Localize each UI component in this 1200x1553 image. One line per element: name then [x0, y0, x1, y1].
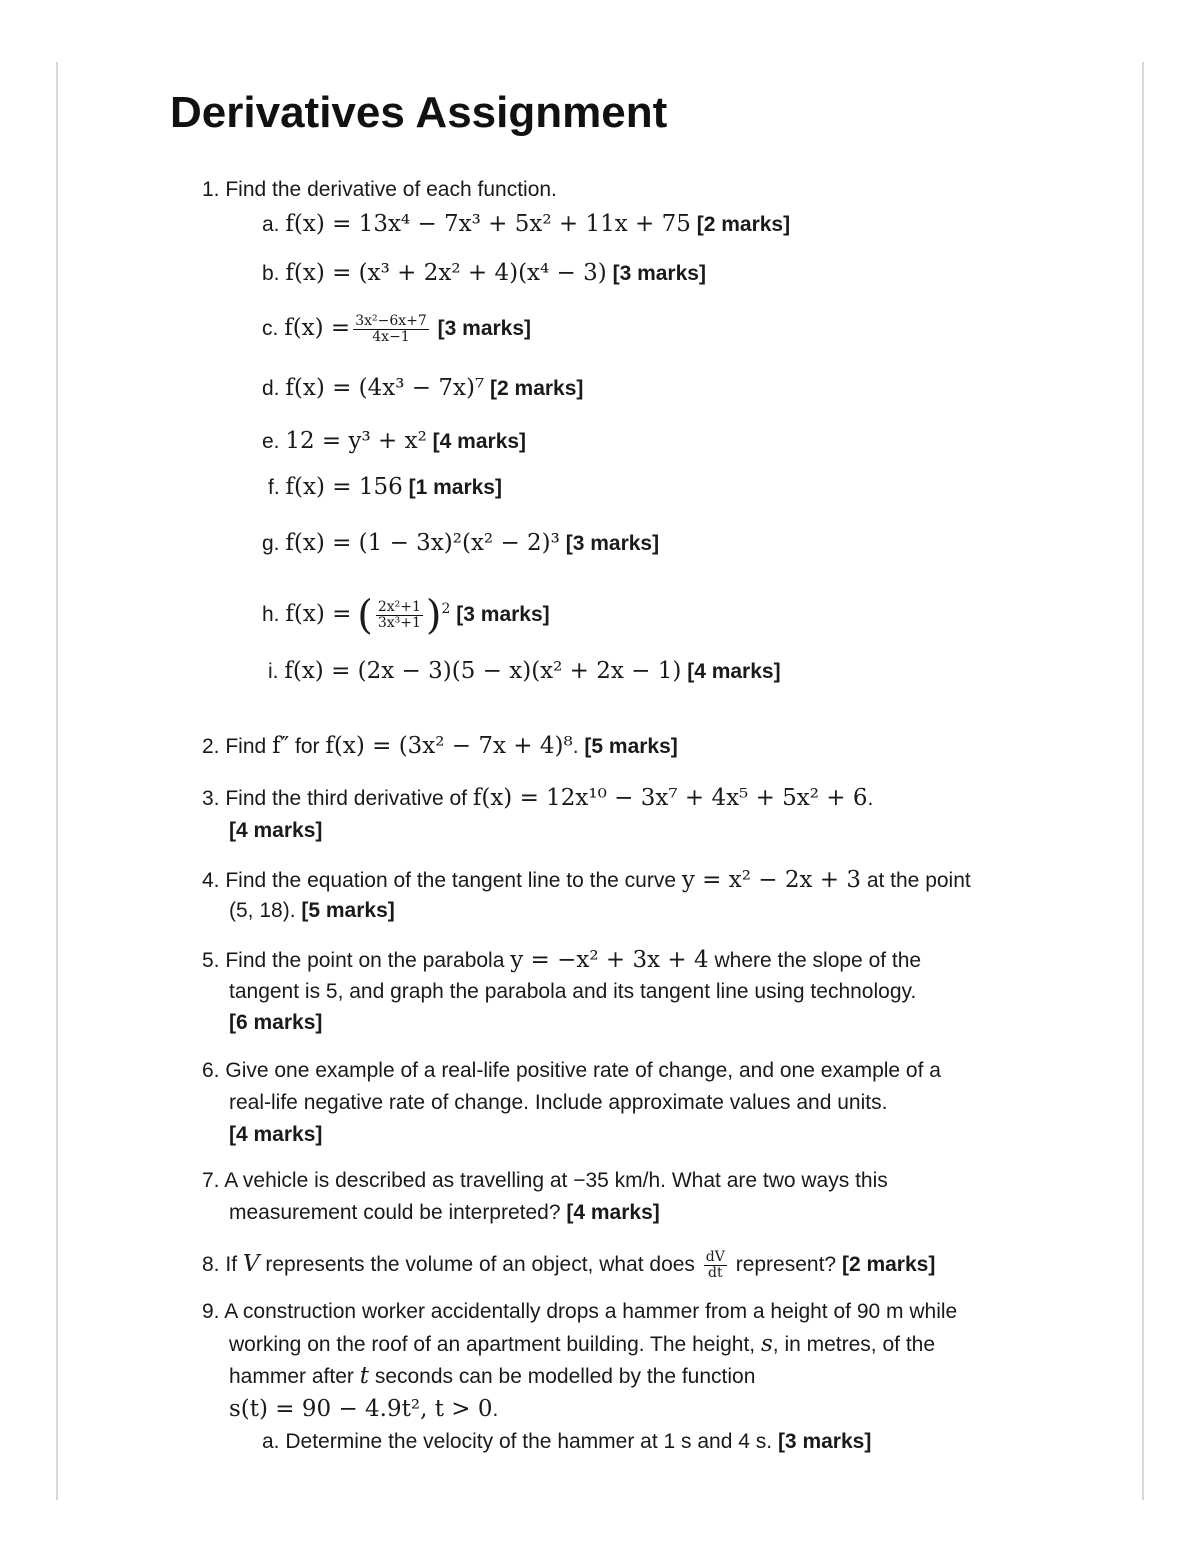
question-8: 8. If V represents the volume of an object, what does $\frac{dV}{dt}$ represent? [2 marks] [202, 1249, 936, 1281]
math-expression: s(t) = 90 − 4.9t², t > 0 [229, 1396, 493, 1422]
q1-item-a: a. f(x) = 13x⁴ − 7x³ + 5x² + 11x + 75 [2 marks] [262, 211, 791, 237]
marks: [3 marks] [456, 603, 550, 626]
math-expression: f(x) = 156 [285, 474, 403, 500]
marks: [5 marks] [301, 899, 395, 922]
question-9-part-a: a. Determine the velocity of the hammer at 1 s and 4 s. [3 marks] [262, 1430, 872, 1453]
math-expression: f(x) = (4x³ − 7x)⁷ [285, 375, 485, 401]
right-page-border [1142, 62, 1144, 1500]
question-7-cont: measurement could be interpreted? [4 marks] [229, 1201, 660, 1224]
marks: [4 marks] [687, 660, 781, 683]
question-9: 9. A construction worker accidentally drops a hammer from a height of 90 m while [202, 1300, 958, 1323]
left-page-border [56, 62, 58, 1500]
question-5-cont: tangent is 5, and graph the parabola and its tangent line using technology. [229, 980, 917, 1003]
marks: [4 marks] [229, 1123, 323, 1146]
marks: [3 marks] [612, 262, 706, 285]
q1-item-d: d. f(x) = (4x³ − 7x)⁷ [2 marks] [262, 375, 584, 401]
marks: [2 marks] [841, 1253, 936, 1277]
marks: [3 marks] [565, 532, 660, 555]
question-3: 3. Find the third derivative of f(x) = 12x¹⁰ − 3x⁷ + 4x⁵ + 5x² + 6. [202, 785, 874, 811]
q1-item-i: i. f(x) = (2x − 3)(5 − x)(x² + 2x − 1) [4 marks] [268, 658, 781, 684]
q1-item-h: h. f(x) = ( $\frac{\text{2x²+1}}{\text{3x³+1}}$ )$^2$ [3 marks] [262, 592, 550, 639]
question-7: 7. A vehicle is described as travelling at −35 km/h. What are two ways this [202, 1169, 888, 1192]
marks: [2 marks] [696, 213, 791, 236]
question-number: 1. [202, 178, 220, 201]
marks: [5 marks] [584, 735, 678, 758]
question-9-cont: hammer after t seconds can be modelled by the function [229, 1363, 756, 1389]
math-expression: y = x² − 2x + 3 [681, 867, 861, 893]
question-5: 5. Find the point on the parabola y = −x² + 3x + 4 where the slope of the [202, 947, 922, 973]
marks: [3 marks] [777, 1430, 872, 1453]
q1-item-c: c. f(x) = $\frac{\text{3x²−6x+7}}{4x-1}$ [3 marks] [262, 313, 532, 345]
marks: [1 marks] [408, 476, 502, 499]
q1-item-e: e. 12 = y³ + x² [4 marks] [262, 428, 527, 454]
marks: [4 marks] [432, 430, 527, 453]
question-text: Find the derivative of each function. [225, 178, 557, 201]
question-6-cont: real-life negative rate of change. Include approximate values and units. [229, 1091, 888, 1114]
math-expression: f(x) = (x³ + 2x² + 4)(x⁴ − 3) [285, 260, 607, 286]
math-expression: f(x) = (1 − 3x)²(x² − 2)³ [285, 530, 560, 556]
question-1 [202, 176, 557, 204]
math-expression: f(x) = (3x² − 7x + 4)⁸ [325, 733, 573, 759]
fraction: $\frac{\text{3x²−6x+7}}{4x-1}$ [355, 313, 427, 345]
marks: [6 marks] [229, 1011, 323, 1034]
question-4: 4. Find the equation of the tangent line to the curve y = x² − 2x + 3 at the point [202, 867, 971, 893]
question-6: 6. Give one example of a real-life positive rate of change, and one example of a [202, 1059, 941, 1082]
marks: [4 marks] [566, 1201, 660, 1224]
q1-item-g: g. f(x) = (1 − 3x)²(x² − 2)³ [3 marks] [262, 530, 660, 556]
q1-item-b: b. f(x) = (x³ + 2x² + 4)(x⁴ − 3) [3 marks] [262, 260, 706, 286]
math-expression: f(x) = (2x − 3)(5 − x)(x² + 2x − 1) [284, 658, 682, 684]
marks: [3 marks] [437, 317, 532, 341]
q1-item-f: f. f(x) = 156 [1 marks] [268, 474, 502, 500]
question-9-cont: working on the roof of an apartment building. The height, s, in metres, of the [229, 1331, 936, 1357]
math-expression: y = −x² + 3x + 4 [510, 947, 709, 973]
fraction: $\frac{dV}{dt}$ [705, 1249, 725, 1281]
question-2: 2. Find f″ for f(x) = (3x² − 7x + 4)⁸. [5 marks] [202, 733, 678, 759]
math-expression: f(x) = 13x⁴ − 7x³ + 5x² + 11x + 75 [285, 211, 691, 237]
math-expression: f(x) = 12x¹⁰ − 3x⁷ + 4x⁵ + 5x² + 6 [472, 785, 868, 811]
fraction: $\frac{\text{2x²+1}}{\text{3x³+1}}$ [377, 598, 421, 631]
math-expression: 12 = y³ + x² [285, 428, 427, 454]
question-4-cont: (5, 18). [5 marks] [229, 899, 395, 922]
marks: [4 marks] [229, 819, 323, 842]
marks: [2 marks] [490, 377, 584, 400]
question-9-function: s(t) = 90 − 4.9t², t > 0. [229, 1396, 499, 1422]
page-title: Derivatives Assignment [170, 88, 668, 137]
